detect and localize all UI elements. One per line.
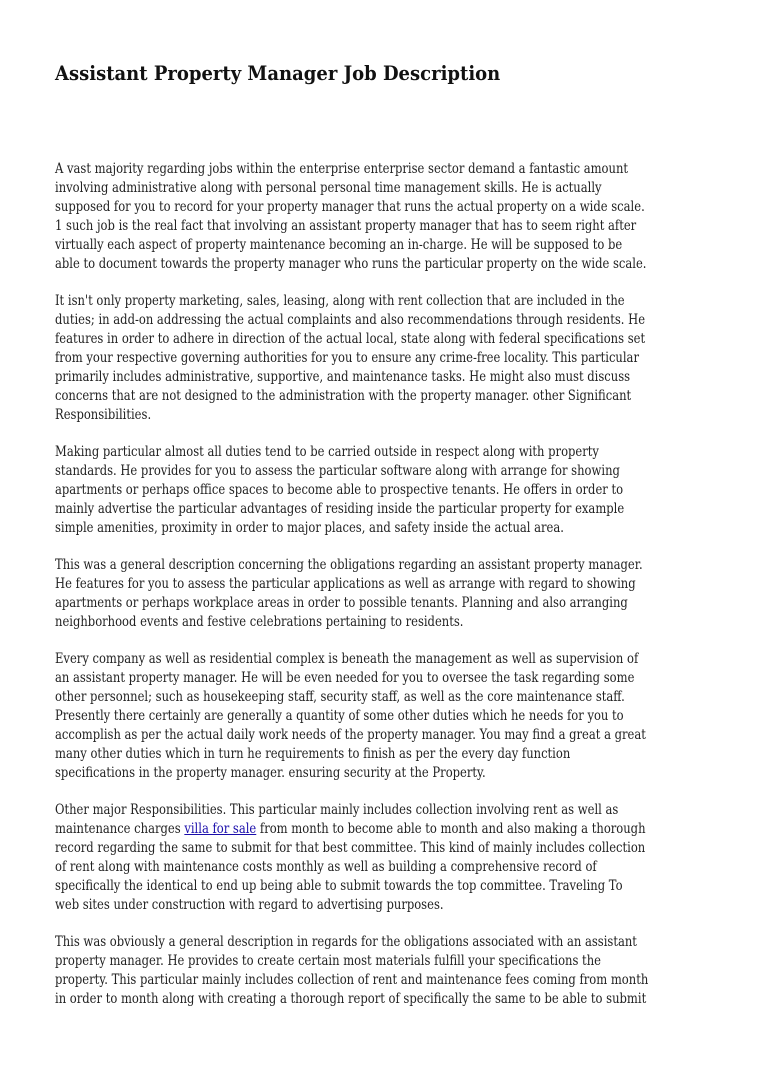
text-line: simple amenities, proximity in order to major places, and safety inside the actual area. — [55, 520, 564, 536]
text-line: standards. He provides for you to assess the particular software along with arrange for showing — [55, 463, 620, 479]
text-line: He features for you to assess the particular applications as well as arrange with regard to showing — [55, 576, 636, 592]
text-line: Making particular almost all duties tend to be carried outside in respect along with property — [55, 444, 599, 460]
text-line: other personnel; such as housekeeping staff, security staff, as well as the core maintenance staff. — [55, 689, 625, 705]
paragraph — [55, 292, 755, 425]
text-segment: from month to become able to month and also making a thorough — [256, 821, 646, 837]
text-line: It isn't only property marketing, sales, leasing, along with rent collection that are included in the — [55, 293, 625, 309]
text-line: primarily includes administrative, supportive, and maintenance tasks. He might also must discuss — [55, 369, 631, 385]
villa-for-sale-link[interactable]: villa for sale — [184, 821, 257, 837]
paragraph — [55, 933, 755, 1009]
paragraph — [55, 443, 755, 538]
text-line: concerns that are not designed to the administration with the property manager. other Significant — [55, 388, 632, 404]
text-line: many other duties which in turn he requirements to finish as per the every day function — [55, 746, 571, 762]
text-line: in order to month along with creating a thorough report of specifically the same to be able to submit — [55, 991, 647, 1007]
text-line: 1 such job is the real fact that involving an assistant property manager that has to seem right after — [55, 218, 637, 234]
text-line: This was obviously a general description in regards for the obligations associated with an assistant — [55, 934, 637, 950]
paragraph — [55, 801, 755, 915]
text-line: record regarding the same to submit for that best committee. This kind of mainly includes collection — [55, 840, 646, 856]
text-line: apartments or perhaps workplace areas in order to possible tenants. Planning and also arranging — [55, 595, 628, 611]
text-line: Every company as well as residential complex is beneath the management as well as supervision of — [55, 651, 639, 667]
document-body — [55, 160, 755, 1027]
text-line: Other major Responsibilities. This particular mainly includes collection involving rent as well as — [55, 802, 619, 818]
text-line: of rent along with maintenance costs monthly as well as building a comprehensive record of — [55, 859, 597, 875]
text-line: duties; in add-on addressing the actual complaints and also recommendations through residents. He — [55, 312, 646, 328]
text-line: supposed for you to record for your property manager that runs the actual property on a wide scale. — [55, 199, 645, 215]
text-line: This was a general description concerning the obligations regarding an assistant property manager. — [55, 557, 643, 573]
text-line: an assistant property manager. He will be even needed for you to oversee the task regarding some — [55, 670, 635, 686]
text-line: able to document towards the property manager who runs the particular property on the wide scale. — [55, 256, 647, 272]
text-line: features in order to adhere in direction of the actual local, state along with federal specifications set — [55, 331, 646, 347]
paragraph — [55, 650, 755, 783]
text-line: mainly advertise the particular advantages of residing inside the particular property for example — [55, 501, 625, 517]
text-line: specifically the identical to end up being able to submit towards the top committee. Traveling To — [55, 878, 623, 894]
text-line: web sites under construction with regard to advertising purposes. — [55, 897, 444, 913]
paragraph — [55, 160, 755, 274]
text-line: virtually each aspect of property maintenance becoming an in-charge. He will be supposed to be — [55, 237, 623, 253]
text-line: property manager. He provides to create certain most materials fulfill your specifications the — [55, 953, 601, 969]
paragraph — [55, 556, 755, 632]
text-line: Presently there certainly are generally a quantity of some other duties which he needs for you to — [55, 708, 624, 724]
text-line: property. This particular mainly includes collection of rent and maintenance fees coming from month — [55, 972, 649, 988]
text-line: from your respective governing authorities for you to ensure any crime-free locality. This particular — [55, 350, 639, 366]
text-line: apartments or perhaps office spaces to become able to prospective tenants. He offers in order to — [55, 482, 624, 498]
text-line: involving administrative along with personal personal time management skills. He is actually — [55, 180, 602, 196]
text-segment: maintenance charges — [55, 821, 185, 837]
page-title: Assistant Property Manager Job Description — [55, 61, 501, 85]
text-line-with-link — [55, 820, 646, 839]
text-line: Responsibilities. — [55, 407, 152, 423]
text-line: accomplish as per the actual daily work needs of the property manager. You may find a great a great — [55, 727, 646, 743]
text-line: A vast majority regarding jobs within the enterprise enterprise sector demand a fantastic amount — [55, 161, 629, 177]
text-line: neighborhood events and festive celebrations pertaining to residents. — [55, 614, 464, 630]
text-line: specifications in the property manager. ensuring security at the Property. — [55, 765, 486, 781]
